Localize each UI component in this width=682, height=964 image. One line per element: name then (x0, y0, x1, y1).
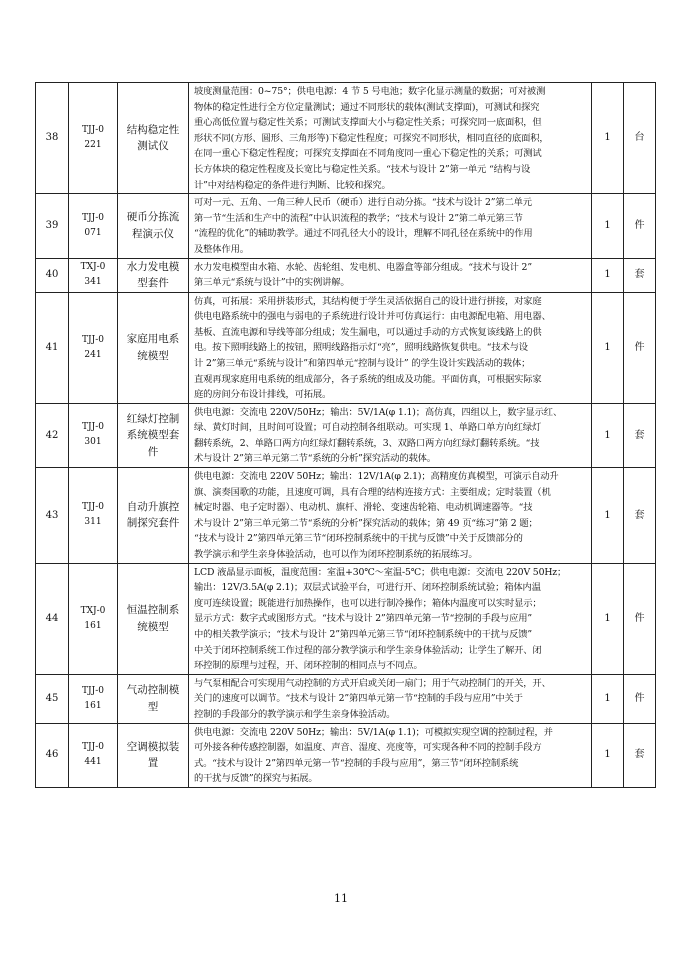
description-line: 直观再现家庭用电系统的组成部分，各子系统的组成及功能。平面仿真，可根据实际家 (194, 373, 542, 385)
item-name-line: 恒温控制系 (126, 604, 180, 617)
model-code-line: 301 (84, 437, 102, 448)
model-code-line: 241 (84, 349, 102, 360)
description-line: 重心高低位置与稳定性关系；可测试支撑面大小与稳定性关系；可探究同一底面积，但 (194, 117, 542, 129)
model-code-line: TJJ-0 (82, 125, 104, 136)
model-code (69, 258, 118, 292)
description-line: 供电电源：交流电 220V 50Hz；输出：5V/1A(φ 1.1)；可模拟实现空调的控制过程，并 (194, 726, 553, 738)
description-line: 中的相关教学演示；“技术与设计 2”第四单元第三节“闭环控制系统中的干扰与反馈” (194, 629, 532, 640)
item-unit: 套 (624, 723, 656, 787)
item-name-line: 统模型 (137, 349, 169, 362)
description-line: 械定时器、电子定时器）、电动机、旗杆、滑轮、变速齿轮箱、电动机调速器等。“技 (194, 502, 533, 514)
item-description (189, 403, 592, 467)
description-line: 长方体块的稳定性程度及长宽比与稳定性关系。“技术与设计 2”第一单元 “结构与设 (194, 163, 531, 175)
model-code (69, 292, 118, 403)
item-name-line: 程演示仪 (132, 227, 174, 240)
row-number: 38 (36, 83, 69, 194)
row-number: 42 (36, 403, 69, 467)
model-code (69, 83, 118, 194)
page-number: 11 (334, 892, 348, 905)
description-line: 教学演示和学生亲身体验活动，也可以作为闭环控制系统的拓展练习。 (194, 549, 478, 561)
description-line: 坡度测量范围：0~75°；供电电源：4 节 5 号电池；数字化显示测量的数据；可对被测 (194, 86, 546, 97)
description-line: 控制的手段部分的教学演示和学生亲身体验活动。 (194, 708, 396, 720)
description-line: 在同一重心下稳定性程度；可探究支撑面在不同角度同一重心下稳定性的关系；可测试 (194, 148, 542, 160)
item-description (189, 292, 592, 403)
model-code-line: 071 (84, 227, 102, 238)
description-line: 旗、演奏国歌的功能，且速度可调，具有合理的结构连接方式：主要组成；定时装置（机 (194, 486, 551, 498)
description-line: 翻转系统，2、单路口两方向红绿灯翻转系统，3、双路口两方向红绿灯翻转系统。“技 (194, 437, 540, 449)
item-name-line: 气动控制模 (126, 684, 180, 697)
item-description (189, 194, 592, 258)
item-quantity: 1 (592, 83, 624, 194)
row-number: 39 (36, 194, 69, 258)
model-code-line: TJJ-0 (82, 502, 104, 513)
description-line: 供电电源：交流电 220V 50Hz；输出：12V/1A(φ 2.1)；高精度仿真模型，可演示自动升 (194, 471, 559, 483)
model-code-line: TJJ-0 (82, 422, 104, 433)
item-quantity: 1 (592, 194, 624, 258)
table-row (36, 403, 656, 467)
description-line: 物体的稳定性进行全方位定量测试；通过不同形状的载体(测试支撑面)，可测试和探究 (194, 101, 540, 113)
description-line: 计 2”第三单元“系统与设计”和第四单元“控制与设计” 的学生设计实践活动的载体； (194, 357, 531, 369)
model-code-line: 341 (84, 277, 102, 288)
description-line: 环控制的原理与过程，开、闭环控制的相同点与不同点。 (194, 660, 423, 672)
item-unit: 套 (624, 403, 656, 467)
item-name (118, 83, 189, 194)
item-quantity: 1 (592, 468, 624, 564)
item-name-line: 水力发电模 (126, 260, 180, 273)
description-line: 计”中对结构稳定的条件进行判断、比较和探究。 (194, 179, 391, 191)
item-unit: 套 (624, 468, 656, 564)
item-quantity: 1 (592, 292, 624, 403)
table-row (36, 83, 656, 194)
description-line: “技术与设计 2”第四单元第三节“闭环控制系统中的干扰与反馈”中关于反馈部分的 (194, 533, 523, 545)
description-line: 基板、直流电源和导线等部分组成；发生漏电，可以通过手动的方式恢复该线路上的供 (194, 326, 542, 338)
item-name-line: 测试仪 (137, 140, 169, 153)
description-line: 第一节“生活和生产中的流程”中认识流程的教学；“技术与设计 2”第二单元第三节 (194, 212, 523, 224)
item-name-line: 系统模型套 (126, 429, 180, 442)
description-line: 式。“技术与设计 2”第四单元第一节“控制的手段与应用”，第三节“闭环控制系统 (194, 757, 519, 769)
table-row (36, 563, 656, 674)
table-row (36, 292, 656, 403)
item-name (118, 563, 189, 674)
row-number: 43 (36, 468, 69, 564)
item-name-line: 红绿灯控制 (126, 412, 180, 425)
model-code (69, 194, 118, 258)
description-line: 供电电路系统中的强电与弱电的子系统进行设计并可仿真运行：由电源配电箱、用电器、 (194, 311, 551, 323)
model-code-line: TJJ-0 (82, 212, 104, 223)
item-description (189, 723, 592, 787)
table-row (36, 258, 656, 292)
item-description (189, 83, 592, 194)
description-line: 度可连续设置；既能进行加热操作，也可以进行制冷操作；箱体内温度可以实时显示； (194, 597, 542, 609)
row-number: 45 (36, 674, 69, 723)
item-name-line: 自动升旗控 (126, 500, 180, 513)
item-quantity: 1 (592, 403, 624, 467)
row-number: 46 (36, 723, 69, 787)
item-name-line: 置 (147, 757, 159, 770)
model-code (69, 674, 118, 723)
item-name (118, 258, 189, 292)
description-line: 显示方式：数字式或图形方式。“技术与设计 2”第四单元第一节“控制的手段与应用” (194, 613, 532, 625)
model-code-line: TXJ-0 (80, 262, 106, 273)
description-line: 可对一元、五角、一角三种人民币（硬币）进行自动分拣。“技术与设计 2”第二单元 (194, 197, 532, 209)
table-row (36, 194, 656, 258)
description-line: 仿真，可拓展：采用拼装形式，其结构便于学生灵活依据自己的设计进行拼接，对家庭 (194, 295, 542, 307)
item-description (189, 674, 592, 723)
description-line: 供电电源：交流电 220V/50Hz；输出：5V/1A(φ 1.1)；高仿真，四组以上，数字显示红、 (194, 406, 563, 418)
model-code-line: TJJ-0 (82, 742, 104, 753)
item-name-line: 制探究套件 (126, 517, 180, 530)
description-line: 第三单元“系统与设计”中的实例讲解。 (194, 277, 350, 289)
description-line: 电。按下照明线路上的按钮，照明线路指示灯“亮”，照明线路恢复供电。“技术与设 (194, 342, 528, 354)
description-line: 水力发电模型由水箱、水轮、齿轮组、发电机、电器盒等部分组成。“技术与设计 2” (194, 261, 532, 273)
item-description (189, 563, 592, 674)
item-unit: 件 (624, 292, 656, 403)
item-unit: 件 (624, 194, 656, 258)
description-line: 关门的速度可以调节。“技术与设计 2”第四单元第一节“控制的手段与应用”中关于 (194, 693, 523, 705)
row-number: 44 (36, 563, 69, 674)
item-description (189, 468, 592, 564)
item-quantity: 1 (592, 563, 624, 674)
model-code-line: 161 (84, 620, 102, 631)
item-name (118, 468, 189, 564)
item-name (118, 194, 189, 258)
model-code (69, 723, 118, 787)
item-quantity: 1 (592, 723, 624, 787)
description-line: 与气泵相配合可实现用气动控制的方式开启或关闭一扇门；用于气动控制门的开关，开、 (194, 677, 551, 689)
item-name-line: 型 (147, 700, 159, 713)
item-name-line: 硬币分拣流 (126, 211, 180, 224)
table-row (36, 468, 656, 564)
description-line: 绿、黄灯时间，且时间可设置；可自动控制各组联动。可实现 1、单路口单方向红绿灯 (194, 422, 542, 434)
item-name-line: 件 (147, 445, 159, 458)
description-line: 术与设计 2”第三单元第二节“系统的分析”探究活动的载体；第 49 页“练习”第 2 题； (194, 517, 538, 529)
item-unit: 台 (624, 83, 656, 194)
description-line: 形状不同(方形、圆形、三角形等)下稳定性程度；可探究不同形状，相同直径的底面积， (194, 132, 549, 144)
description-line: 庭的房间分布设计排线，可拓展。 (194, 389, 332, 401)
model-code-line: 221 (84, 140, 102, 151)
description-line: 中关于闭环控制系统工作过程的部分教学演示和学生亲身体验活动；让学生了解开、闭 (194, 644, 542, 656)
item-description (189, 258, 592, 292)
model-code-line: 311 (84, 517, 102, 528)
equipment-table (35, 82, 656, 788)
table-body (36, 83, 656, 788)
row-number: 41 (36, 292, 69, 403)
description-line: 术与设计 2”第三单元第二节“系统的分析”探究活动的载体。 (194, 453, 436, 465)
description-line: 的干扰与反馈”的探究与拓展。 (194, 773, 318, 785)
description-line: 及整体作用。 (194, 243, 249, 255)
table-row (36, 723, 656, 787)
item-name-line: 空调模拟装 (126, 740, 180, 753)
model-code (69, 563, 118, 674)
item-name (118, 674, 189, 723)
item-name-line: 型套件 (137, 277, 169, 290)
item-name (118, 403, 189, 467)
row-number: 40 (36, 258, 69, 292)
model-code-line: TXJ-0 (80, 605, 106, 616)
item-name-line: 家庭用电系 (126, 333, 180, 346)
description-line: 输出：12V/3.5A(φ 2.1)；双层式试验平台，可进行开、闭环控制系统试验；箱体内温 (194, 582, 541, 594)
description-line: “流程的优化”的辅助教学。通过不同孔径大小的设计，理解不同孔径在系统中的作用 (194, 228, 533, 240)
model-code (69, 468, 118, 564)
item-name-line: 结构稳定性 (126, 123, 180, 136)
model-code-line: 441 (84, 757, 102, 768)
item-quantity: 1 (592, 674, 624, 723)
description-line: 可外接各种传感控制器，如温度、声音、湿度、亮度等，可实现各种不同的控制手段方 (194, 742, 542, 754)
item-name (118, 723, 189, 787)
table-row (36, 674, 656, 723)
model-code-line: TJJ-0 (82, 685, 104, 696)
item-quantity: 1 (592, 258, 624, 292)
model-code-line: TJJ-0 (82, 334, 104, 345)
model-code (69, 403, 118, 467)
item-name-line: 统模型 (137, 620, 169, 633)
item-unit: 套 (624, 258, 656, 292)
item-unit: 件 (624, 674, 656, 723)
description-line: LCD 液晶显示面板，温度范围：室温+30℃～室温-5℃；供电电源：交流电 220V 50Hz； (194, 566, 567, 578)
item-name (118, 292, 189, 403)
item-unit: 件 (624, 563, 656, 674)
model-code-line: 161 (84, 700, 102, 711)
